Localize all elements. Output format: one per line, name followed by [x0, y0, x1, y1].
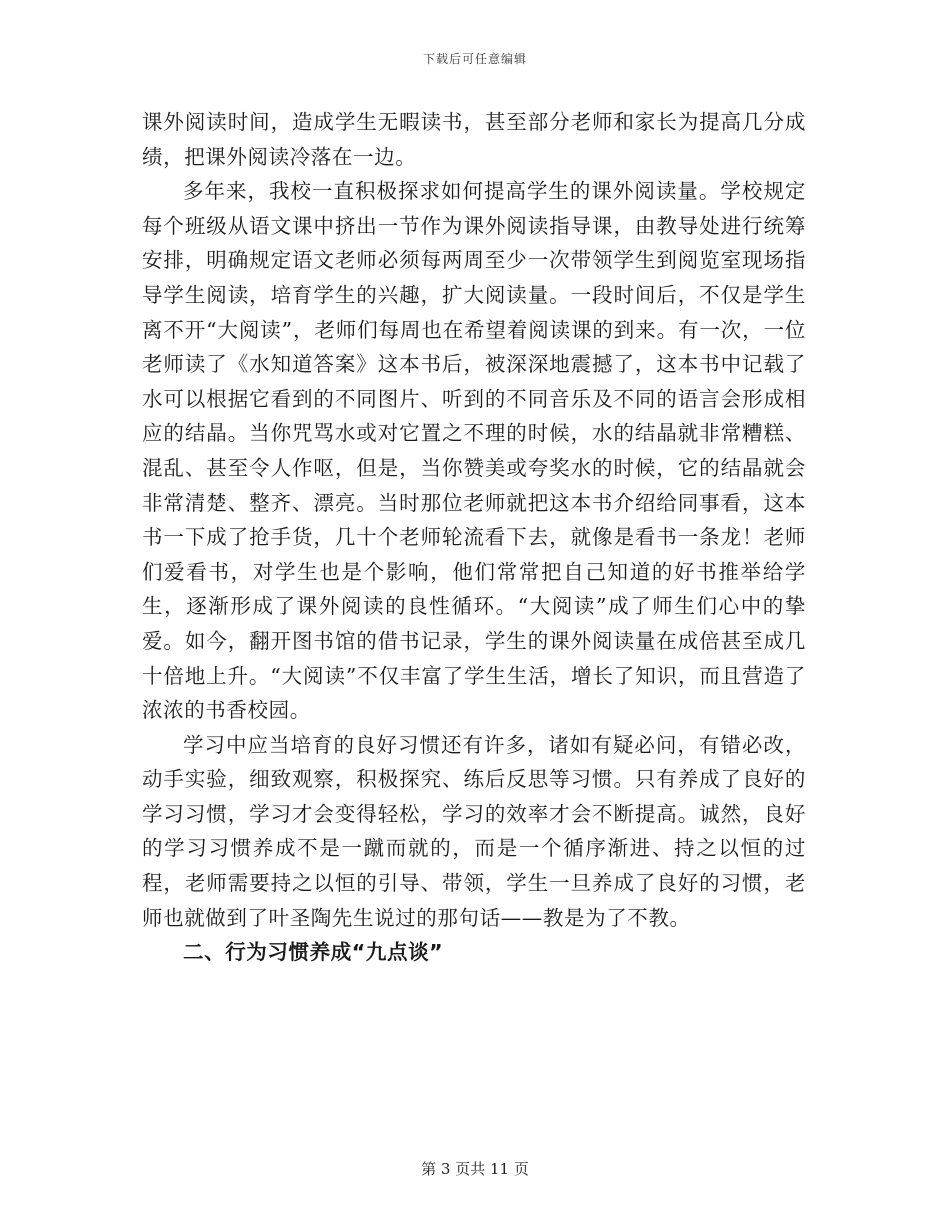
paragraph-learning-habits: 学习中应当培育的良好习惯还有许多，诸如有疑必问，有错必改，动手实验，细致观察，积极探究、练后反思等习惯。只有养成了良好的学习习惯，学习才会变得轻松，学习的效率才会不断提高。诚然，良好的学习习惯养成不是一蹴而就的，而是一个循序渐进、持之以恒的过程，老师需要持之以恒的引导、带领，学生一旦养成了良好的习惯，老师也就做到了叶圣陶先生说过的那句话——教是为了不教。: [142, 732, 806, 930]
paragraph-reading-program: 多年来，我校一直积极探求如何提高学生的课外阅读量。学校规定每个班级从语文课中挤出一节作为课外阅读指导课，由教导处进行统筹安排，明确规定语文老师必须每两周至少一次带领学生到阅览室现场指导学生阅读，培育学生的兴趣，扩大阅读量。一段时间后，不仅是学生离不开“大阅读”，老师们每周也在希望着阅读课的到来。有一次，一位老师读了《水知道答案》这本书后，被深深地震撼了，这本书中记载了水可以根据它看到的不同图片、听到的不同音乐及不同的语言会形成相应的结晶。当你咒骂水或对它置之不理的时候，水的结晶就非常糟糕、混乱、甚至令人作呕，但是，当你赞美或夸奖水的时候，它的结晶就会非常清楚、整齐、漂亮。当时那位老师就把这本书介绍给同事看，这本书一下成了抢手货，几十个老师轮流看下去，就像是看书一条龙！老师们爱看书，对学生也是个影响，他们常常把自己知道的好书推举给学生，逐渐形成了课外阅读的良性循环。“大阅读”成了师生们心中的挚爱。如今，翻开图书馆的借书记录，学生的课外阅读量在成倍甚至成几十倍地上升。“大阅读”不仅丰富了学生生活，增长了知识，而且营造了浓浓的书香校园。: [142, 179, 806, 723]
page-header-note: 下载后可任意编辑: [422, 52, 527, 66]
section-heading: 二、行为习惯养成“九点谈”: [183, 940, 444, 965]
page-number: 第 3 页共 11 页: [421, 1160, 529, 1178]
document-body: [142, 105, 806, 970]
paragraph-continuation: 课外阅读时间，造成学生无暇读书，甚至部分老师和家长为提高几分成绩，把课外阅读冷落在一边。: [142, 110, 806, 169]
